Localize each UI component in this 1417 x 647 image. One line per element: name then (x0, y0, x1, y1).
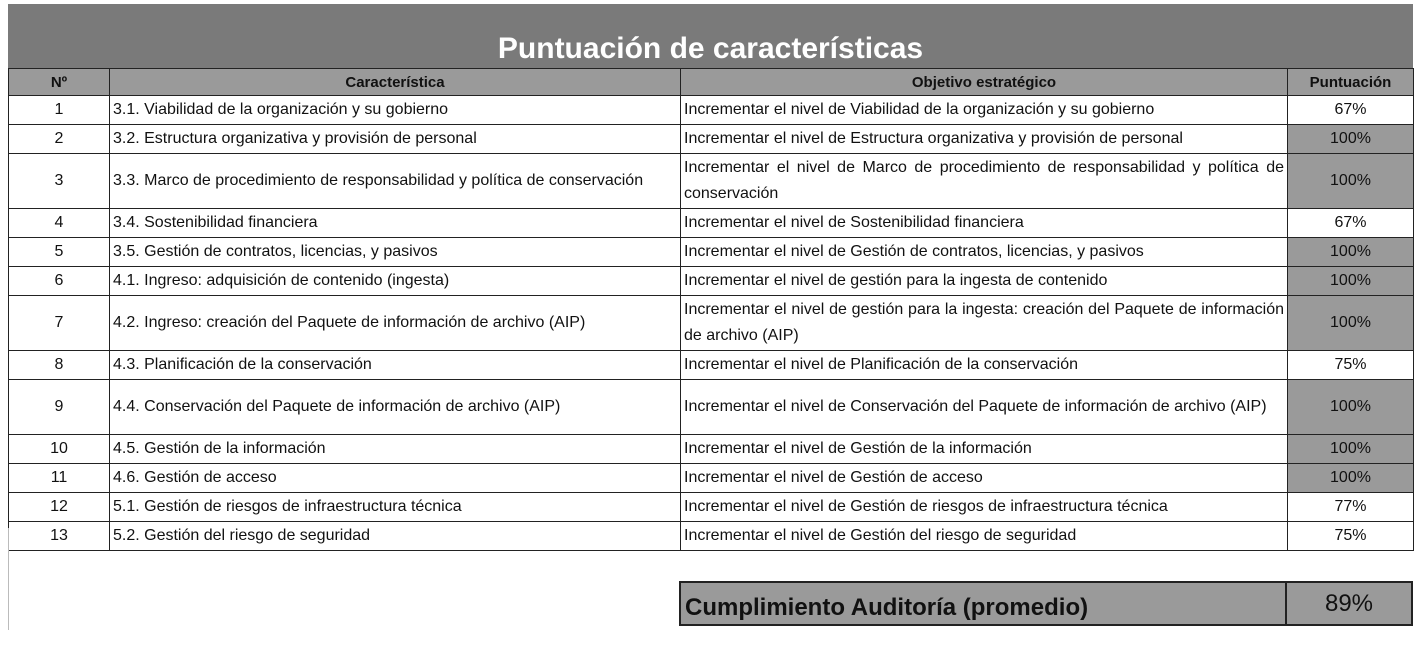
cell-feature[interactable]: 3.4. Sostenibilidad financiera (110, 209, 681, 238)
cell-feature[interactable]: 4.5. Gestión de la información (110, 435, 681, 464)
cell-num[interactable]: 1 (9, 96, 110, 125)
cell-score[interactable]: 100% (1288, 238, 1414, 267)
scores-table (8, 68, 1414, 551)
cell-feature[interactable]: 5.2. Gestión del riesgo de seguridad (110, 522, 681, 551)
cell-num[interactable]: 13 (9, 522, 110, 551)
cell-objective[interactable]: Incrementar el nivel de Gestión de riesgos de infraestructura técnica (681, 493, 1288, 522)
cell-objective[interactable]: Incrementar el nivel de Gestión del riesgo de seguridad (681, 522, 1288, 551)
cell-num[interactable]: 11 (9, 464, 110, 493)
cell-objective[interactable]: Incrementar el nivel de Planificación de la conservación (681, 351, 1288, 380)
table-row (9, 96, 1414, 125)
cell-objective[interactable]: Incrementar el nivel de Viabilidad de la organización y su gobierno (681, 96, 1288, 125)
cell-score[interactable]: 67% (1288, 209, 1414, 238)
cell-feature[interactable]: 5.1. Gestión de riesgos de infraestructura técnica (110, 493, 681, 522)
cell-objective[interactable]: Incrementar el nivel de Gestión de contratos, licencias, y pasivos (681, 238, 1288, 267)
cell-objective[interactable]: Incrementar el nivel de gestión para la ingesta de contenido (681, 267, 1288, 296)
cell-feature[interactable]: 4.1. Ingreso: adquisición de contenido (ingesta) (110, 267, 681, 296)
table-row (9, 154, 1414, 209)
table-row (9, 380, 1414, 435)
cell-objective[interactable]: Incrementar el nivel de Marco de procedimiento de responsabilidad y política de conservación (681, 154, 1288, 209)
header-feature[interactable]: Característica (110, 69, 681, 96)
cell-score[interactable]: 67% (1288, 96, 1414, 125)
cell-num[interactable]: 2 (9, 125, 110, 154)
header-score[interactable]: Puntuación (1288, 69, 1414, 96)
cell-score[interactable]: 100% (1288, 380, 1414, 435)
table-row (9, 464, 1414, 493)
sheet-left-border (8, 528, 9, 630)
cell-objective[interactable]: Incrementar el nivel de Conservación del Paquete de información de archivo (AIP) (681, 380, 1288, 435)
table-row (9, 125, 1414, 154)
sheet-title: Puntuación de características (8, 4, 1413, 68)
table-row (9, 522, 1414, 551)
cell-score[interactable]: 77% (1288, 493, 1414, 522)
cell-feature[interactable]: 4.4. Conservación del Paquete de información de archivo (AIP) (110, 380, 681, 435)
table-row (9, 296, 1414, 351)
table-header-row (9, 69, 1414, 96)
cell-feature[interactable]: 3.5. Gestión de contratos, licencias, y pasivos (110, 238, 681, 267)
cell-objective[interactable]: Incrementar el nivel de Estructura organizativa y provisión de personal (681, 125, 1288, 154)
summary-value[interactable]: 89% (1324, 589, 1374, 617)
cell-score[interactable]: 100% (1288, 267, 1414, 296)
cell-num[interactable]: 3 (9, 154, 110, 209)
summary-label[interactable]: Cumplimiento Auditoría (promedio) (681, 583, 1287, 624)
cell-objective[interactable]: Incrementar el nivel de Sostenibilidad financiera (681, 209, 1288, 238)
cell-num[interactable]: 8 (9, 351, 110, 380)
cell-num[interactable]: 5 (9, 238, 110, 267)
cell-feature[interactable]: 3.3. Marco de procedimiento de responsabilidad y política de conservación (110, 154, 681, 209)
table-row (9, 267, 1414, 296)
table-row (9, 493, 1414, 522)
cell-feature[interactable]: 4.3. Planificación de la conservación (110, 351, 681, 380)
cell-feature[interactable]: 4.2. Ingreso: creación del Paquete de información de archivo (AIP) (110, 296, 681, 351)
cell-feature[interactable]: 3.2. Estructura organizativa y provisión de personal (110, 125, 681, 154)
table-row (9, 238, 1414, 267)
cell-feature[interactable]: 4.6. Gestión de acceso (110, 464, 681, 493)
summary-box (679, 581, 1413, 626)
cell-score[interactable]: 100% (1288, 464, 1414, 493)
header-objective[interactable]: Objetivo estratégico (681, 69, 1288, 96)
cell-score[interactable]: 100% (1288, 435, 1414, 464)
cell-num[interactable]: 7 (9, 296, 110, 351)
cell-objective[interactable]: Incrementar el nivel de Gestión de acceso (681, 464, 1288, 493)
table-row (9, 209, 1414, 238)
table-row (9, 351, 1414, 380)
cell-score[interactable]: 100% (1288, 154, 1414, 209)
header-num[interactable]: Nº (9, 69, 110, 96)
cell-score[interactable]: 75% (1288, 351, 1414, 380)
cell-num[interactable]: 9 (9, 380, 110, 435)
cell-objective[interactable]: Incrementar el nivel de Gestión de la información (681, 435, 1288, 464)
cell-objective[interactable]: Incrementar el nivel de gestión para la ingesta: creación del Paquete de información de archivo (AIP) (681, 296, 1288, 351)
cell-score[interactable]: 75% (1288, 522, 1414, 551)
cell-score[interactable]: 100% (1288, 296, 1414, 351)
table-row (9, 435, 1414, 464)
cell-num[interactable]: 4 (9, 209, 110, 238)
cell-num[interactable]: 12 (9, 493, 110, 522)
cell-num[interactable]: 10 (9, 435, 110, 464)
cell-feature[interactable]: 3.1. Viabilidad de la organización y su gobierno (110, 96, 681, 125)
cell-num[interactable]: 6 (9, 267, 110, 296)
cell-score[interactable]: 100% (1288, 125, 1414, 154)
